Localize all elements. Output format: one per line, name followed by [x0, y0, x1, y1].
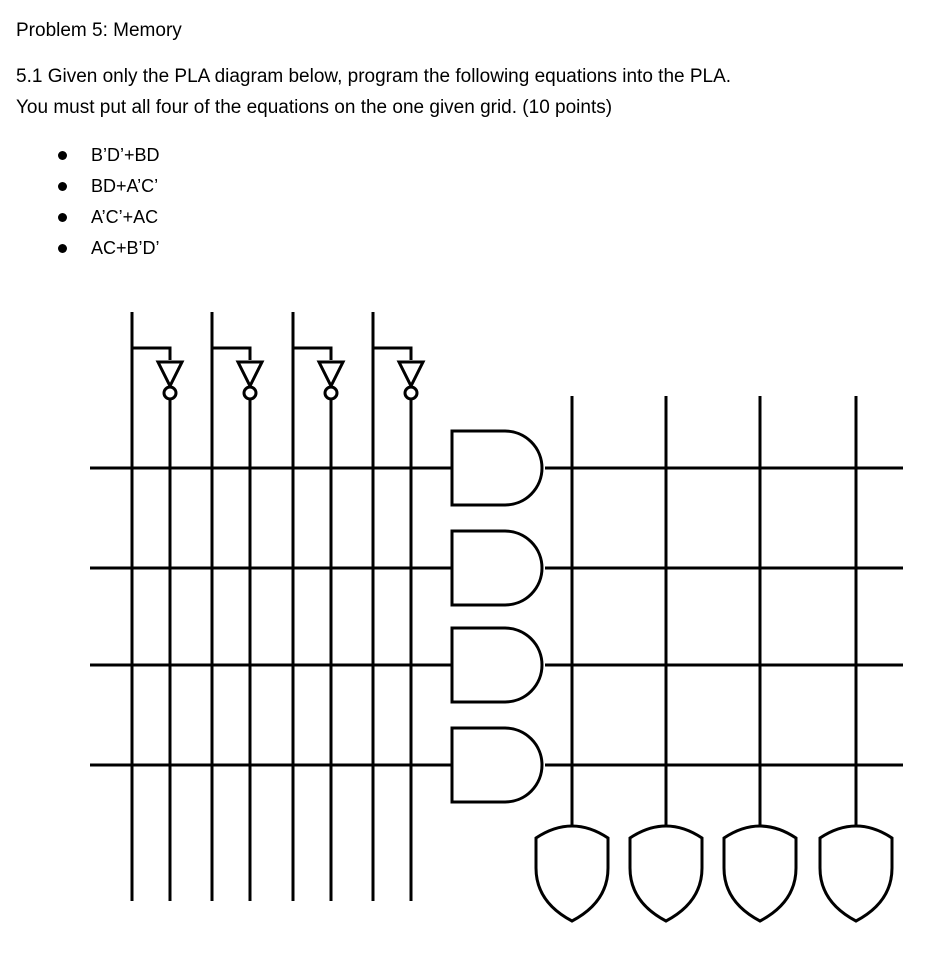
inverter-branch-wire	[132, 348, 170, 360]
inverter-branch-wire	[373, 348, 411, 360]
inverter-branch-wire	[293, 348, 331, 360]
or-gate-icon	[724, 826, 796, 921]
or-gate-icon	[630, 826, 702, 921]
and-gate-icon	[452, 431, 542, 505]
inverter-icon	[158, 362, 182, 386]
inverter-bubble-icon	[405, 387, 417, 399]
inverter-bubble-icon	[164, 387, 176, 399]
inverter-icon	[319, 362, 343, 386]
instruction-line-1: 5.1 Given only the PLA diagram below, program the following equations into the PLA.	[16, 66, 732, 87]
inverter-branch-wire	[212, 348, 250, 360]
or-gate-icon	[536, 826, 608, 921]
inverter-bubble-icon	[244, 387, 256, 399]
equation-text: BD+A’C’	[91, 176, 159, 196]
equation-text: A’C’+AC	[91, 207, 159, 227]
equation-text: AC+B’D’	[91, 238, 160, 258]
problem-title: Problem 5: Memory	[16, 20, 182, 41]
equation-text: B’D’+BD	[91, 145, 160, 165]
inverter-icon	[238, 362, 262, 386]
and-gate-icon	[452, 728, 542, 802]
inverter-icon	[399, 362, 423, 386]
inverter-bubble-icon	[325, 387, 337, 399]
or-gate-icon	[820, 826, 892, 921]
instruction-line-2: You must put all four of the equations on the one given grid. (10 points)	[16, 97, 613, 118]
and-gate-icon	[452, 531, 542, 605]
and-gate-icon	[452, 628, 542, 702]
